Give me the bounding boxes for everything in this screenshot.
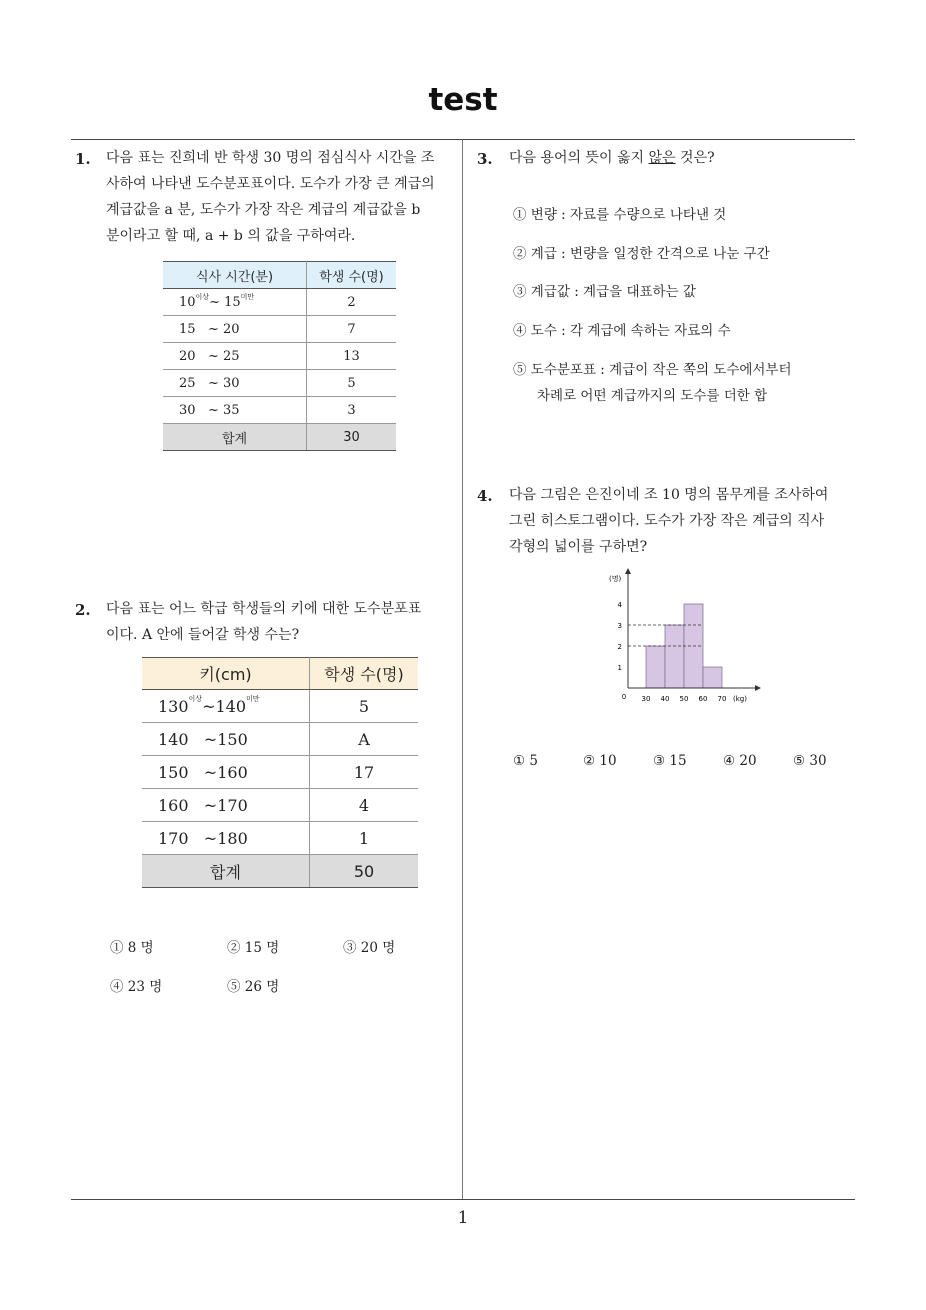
table-cell-range: 25 ~ 30 <box>163 370 307 397</box>
table-row <box>142 822 418 855</box>
origin-label: 0 <box>621 693 627 701</box>
q1-number: 1. <box>75 150 91 168</box>
q4-choice-2[interactable]: ② 10 <box>583 753 617 769</box>
table-total-label: 합계 <box>163 424 307 451</box>
q2-line-1: 다음 표는 어느 학급 학생들의 키에 대한 도수분포표 <box>106 601 422 617</box>
table-cell-value: 4 <box>310 789 419 822</box>
y-tick-label: 4 <box>617 601 622 609</box>
histogram-bar <box>703 667 722 688</box>
q3-number: 3. <box>477 150 493 168</box>
q2-frequency-table <box>142 657 418 888</box>
x-axis-arrow-icon <box>755 685 761 691</box>
q3-text-after: 것은? <box>675 150 715 166</box>
y-tick-label: 3 <box>617 622 622 630</box>
table-cell-value: 7 <box>307 316 397 343</box>
q1-line-3: 계급값을 a 분, 도수가 가장 작은 계급의 계급값을 b <box>106 202 421 218</box>
q1-text <box>106 145 435 249</box>
q2-choice-1[interactable]: ① 8 명 <box>110 940 154 956</box>
x-tick-label: 40 <box>660 695 670 703</box>
q4-choice-1[interactable]: ① 5 <box>513 753 538 769</box>
table-row <box>142 723 418 756</box>
table-cell-range: 140 ~150 <box>142 723 310 756</box>
table-cell-value: 5 <box>307 370 397 397</box>
table-total-value: 30 <box>307 424 397 451</box>
q1-frequency-table <box>163 261 396 451</box>
q3-option-5-continued: 차례로 어떤 계급까지의 도수를 더한 합 <box>537 388 768 404</box>
x-tick-label: 60 <box>698 695 708 703</box>
range-separator: ~ <box>209 294 225 310</box>
y-axis-arrow-icon <box>625 568 631 574</box>
histogram-chart <box>605 568 765 710</box>
table-total-row <box>163 424 396 451</box>
q3-text-underlined: 않은 <box>648 150 676 166</box>
q1-line-2: 사하여 나타낸 도수분포표이다. 도수가 가장 큰 계급의 <box>106 176 435 192</box>
q3-option-1[interactable]: ① 변량 : 자료를 수량으로 나타낸 것 <box>513 207 727 223</box>
table-cell-value: 13 <box>307 343 397 370</box>
q4-line-2: 그린 히스토그램이다. 도수가 가장 작은 계급의 직사 <box>509 513 825 529</box>
y-unit-label: (명) <box>609 575 622 583</box>
table-row <box>142 789 418 822</box>
table-row <box>142 690 418 723</box>
range-start: 10 <box>179 294 196 310</box>
histogram-bar <box>646 646 665 688</box>
y-tick-label: 1 <box>617 664 622 672</box>
range-end: 140 <box>215 696 247 716</box>
q4-choice-4[interactable]: ④ 20 <box>723 753 757 769</box>
histogram-bar <box>665 625 684 688</box>
q4-text <box>509 482 828 560</box>
y-tick-label: 2 <box>617 643 622 651</box>
q3-text-before: 다음 용어의 뜻이 옳지 <box>509 150 649 166</box>
x-tick-label: 70 <box>717 695 727 703</box>
table-cell-value: 1 <box>310 822 419 855</box>
q2-text <box>106 596 421 648</box>
x-unit-label: (kg) <box>733 695 747 703</box>
range-start-note: 이상 <box>195 292 210 301</box>
q4-choice-3[interactable]: ③ 15 <box>653 753 687 769</box>
table-cell-range: 20 ~ 25 <box>163 343 307 370</box>
table-cell-value: 17 <box>310 756 419 789</box>
table-row <box>163 370 396 397</box>
q2-choice-5[interactable]: ⑤ 26 명 <box>227 979 280 995</box>
table-cell-value: A <box>310 723 419 756</box>
table-cell-value: 5 <box>310 690 419 723</box>
q2-choice-4[interactable]: ④ 23 명 <box>110 979 163 995</box>
table-row <box>142 756 418 789</box>
q3-option-5[interactable]: ⑤ 도수분포표 : 계급이 작은 쪽의 도수에서부터 <box>513 362 792 378</box>
range-start: 130 <box>158 696 189 716</box>
header-rule <box>71 139 855 140</box>
table-total-row <box>142 855 418 888</box>
table-row <box>163 397 396 424</box>
q2-number: 2. <box>75 601 91 619</box>
q2-line-2: 이다. A 안에 들어갈 학생 수는? <box>106 627 300 643</box>
q3-text <box>509 145 715 171</box>
table-total-value: 50 <box>310 855 419 888</box>
page-number: 1 <box>457 1208 469 1228</box>
q1-line-1: 다음 표는 진희네 반 학생 30 명의 점심식사 시간을 조 <box>106 150 435 166</box>
table-header-row <box>163 262 396 289</box>
table-header-cell: 학생 수(명) <box>307 262 397 289</box>
table-row <box>163 343 396 370</box>
q3-option-3[interactable]: ③ 계급값 : 계급을 대표하는 값 <box>513 284 696 300</box>
footer-rule <box>71 1199 855 1200</box>
table-cell-range: 170 ~180 <box>142 822 310 855</box>
table-total-label: 합계 <box>142 855 310 888</box>
range-end-note: 미만 <box>246 694 260 703</box>
table-cell-range: 160 ~170 <box>142 789 310 822</box>
x-tick-label: 50 <box>679 695 689 703</box>
q4-line-3: 각형의 넓이를 구하면? <box>509 539 648 555</box>
table-row <box>163 289 396 316</box>
q1-line-4: 분이라고 할 때, a + b 의 값을 구하여라. <box>106 228 356 244</box>
range-separator: ~ <box>202 696 216 716</box>
table-cell-range <box>163 289 307 316</box>
table-cell-range: 150 ~160 <box>142 756 310 789</box>
q4-number: 4. <box>477 487 493 505</box>
column-divider <box>462 139 463 1199</box>
page-title: test <box>428 82 498 118</box>
table-header-cell: 키(cm) <box>142 658 310 690</box>
table-cell-value: 2 <box>307 289 397 316</box>
q4-line-1: 다음 그림은 은진이네 조 10 명의 몸무게를 조사하여 <box>509 487 829 503</box>
q2-choice-3[interactable]: ③ 20 명 <box>343 940 396 956</box>
table-cell-range <box>142 690 310 723</box>
range-start-note: 이상 <box>188 694 203 703</box>
table-cell-range: 30 ~ 35 <box>163 397 307 424</box>
table-header-cell: 학생 수(명) <box>310 658 419 690</box>
range-end-note: 미만 <box>240 292 255 301</box>
range-end: 15 <box>224 294 241 310</box>
q4-choice-5[interactable]: ⑤ 30 <box>793 753 827 769</box>
table-row <box>163 316 396 343</box>
q2-choice-2[interactable]: ② 15 명 <box>227 940 280 956</box>
table-header-cell: 식사 시간(분) <box>163 262 307 289</box>
q3-option-2[interactable]: ② 계급 : 변량을 일정한 간격으로 나눈 구간 <box>513 246 770 262</box>
table-cell-value: 3 <box>307 397 397 424</box>
table-cell-range: 15 ~ 20 <box>163 316 307 343</box>
x-tick-label: 30 <box>641 695 651 703</box>
q3-option-4[interactable]: ④ 도수 : 각 계급에 속하는 자료의 수 <box>513 323 731 339</box>
table-header-row <box>142 658 418 690</box>
